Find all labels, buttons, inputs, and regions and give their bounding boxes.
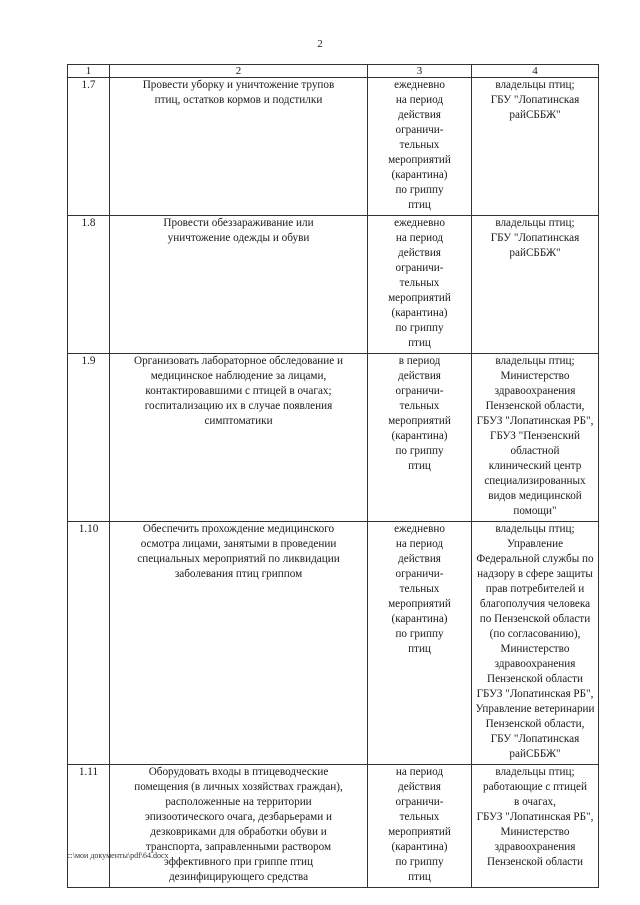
measures-table xyxy=(67,64,599,888)
row-number: 1.10 xyxy=(68,522,110,765)
action-cell: Провести обеззараживание или уничтожение одежды и обуви xyxy=(110,216,368,354)
header-col-3: 3 xyxy=(368,65,472,78)
responsible-cell: владельцы птиц; ГБУ "Лопатинская райСББЖ" xyxy=(472,78,599,216)
period-cell: ежедневно на период действия ограничи- тельных мероприятий (карантина) по гриппу птиц xyxy=(368,522,472,765)
row-number: 1.11 xyxy=(68,765,110,888)
action-cell: Провести уборку и уничтожение трупов птиц, остатков кормов и подстилки xyxy=(110,78,368,216)
header-col-2: 2 xyxy=(110,65,368,78)
header-col-4: 4 xyxy=(472,65,599,78)
header-col-1: 1 xyxy=(68,65,110,78)
period-cell: ежедневно на период действия ограничи- тельных мероприятий (карантина) по гриппу птиц xyxy=(368,216,472,354)
period-cell: ежедневно на период действия ограничи- тельных мероприятий (карантина) по гриппу птиц xyxy=(368,78,472,216)
period-cell: на период действия ограничи- тельных мероприятий (карантина) по гриппу птиц xyxy=(368,765,472,888)
action-cell: Оборудовать входы в птицеводческие помещения (в личных хозяйствах граждан), расположенные на территории эпизоотического очага, дезбарьерами и дезковриками для обработки обуви и транспорта, заправленными раствором эффективного при гриппе птиц дезинфицирующего средства xyxy=(110,765,368,888)
footer-file-path: c:\мои документы\pdf\64.docx xyxy=(67,851,169,860)
action-cell: Организовать лабораторное обследование и медицинское наблюдение за лицами, контактировавшими с птицей в очагах; госпитализацию их в случае появления симптоматики xyxy=(110,354,368,522)
responsible-cell: владельцы птиц; ГБУ "Лопатинская райСББЖ" xyxy=(472,216,599,354)
table-row xyxy=(68,522,599,765)
table-row xyxy=(68,765,599,888)
table-row xyxy=(68,354,599,522)
period-cell: в период действия ограничи- тельных мероприятий (карантина) по гриппу птиц xyxy=(368,354,472,522)
responsible-cell: владельцы птиц; Управление Федеральной службы по надзору в сфере защиты прав потребителей и благополучия человека по Пензенской области (по согласованию), Министерство здравоохранения Пензенской области ГБУЗ "Лопатинская РБ", Управление ветеринарии Пензенской области, ГБУ "Лопатинская райСББЖ" xyxy=(472,522,599,765)
responsible-cell: владельцы птиц; Министерство здравоохранения Пензенской области, ГБУЗ "Лопатинская РБ", ГБУЗ "Пензенский областной клинический центр специализированных видов медицинской помощи" xyxy=(472,354,599,522)
table-row xyxy=(68,78,599,216)
action-cell: Обеспечить прохождение медицинского осмотра лицами, занятыми в проведении специальных мероприятий по ликвидации заболевания птиц гриппом xyxy=(110,522,368,765)
row-number: 1.7 xyxy=(68,78,110,216)
row-number: 1.8 xyxy=(68,216,110,354)
responsible-cell: владельцы птиц; работающие с птицей в очагах, ГБУЗ "Лопатинская РБ", Министерство здравоохранения Пензенской области xyxy=(472,765,599,888)
table-row xyxy=(68,216,599,354)
table-header-row xyxy=(68,65,599,78)
page-number: 2 xyxy=(317,38,323,50)
row-number: 1.9 xyxy=(68,354,110,522)
